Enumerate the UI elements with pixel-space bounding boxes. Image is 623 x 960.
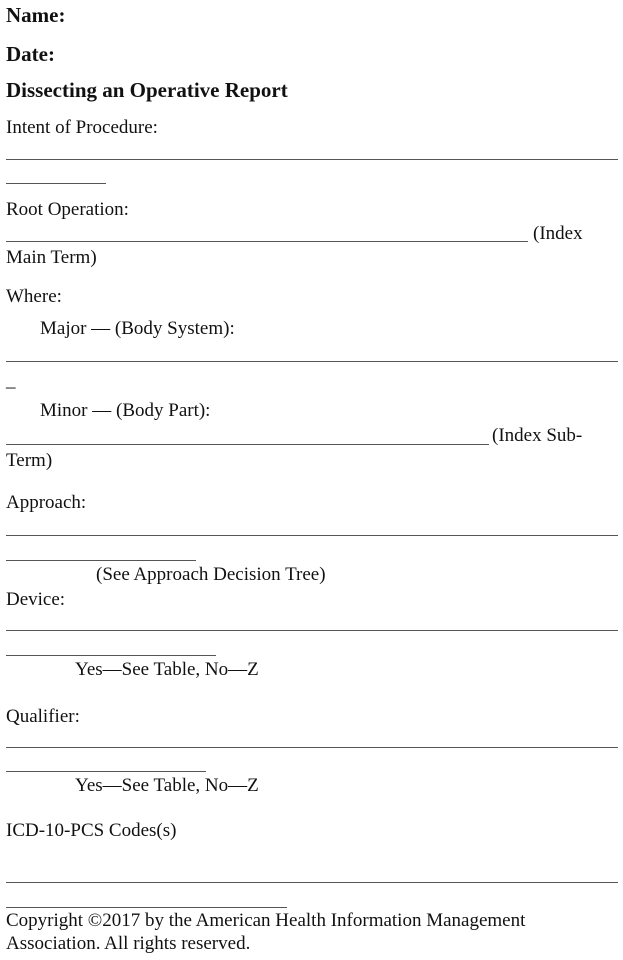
date-label: Date: <box>6 42 55 66</box>
minor-label: Minor — (Body Part): <box>40 400 211 421</box>
device-line-1[interactable] <box>6 630 618 632</box>
page-title: Dissecting an Operative Report <box>6 78 288 102</box>
root-operation-suffix-2: Main Term) <box>6 247 97 268</box>
major-trailing: _ <box>6 370 16 391</box>
codes-label: ICD-10-PCS Codes(s) <box>6 820 177 841</box>
intent-line-1[interactable] <box>6 159 618 161</box>
qualifier-label: Qualifier: <box>6 706 80 727</box>
approach-line-2[interactable] <box>6 560 196 562</box>
root-operation-suffix: (Index <box>533 223 583 244</box>
approach-label: Approach: <box>6 492 87 513</box>
minor-suffix-2: Term) <box>6 450 53 471</box>
root-operation-label: Root Operation: <box>6 199 129 220</box>
qualifier-note: Yes—See Table, No—Z <box>75 775 259 796</box>
device-line-2[interactable] <box>6 655 216 657</box>
device-label: Device: <box>6 589 66 610</box>
qualifier-line-1[interactable] <box>6 747 618 749</box>
name-label: Name: <box>6 3 66 27</box>
copyright-line-1: Copyright ©2017 by the American Health Information Management <box>6 910 526 931</box>
approach-line-1[interactable] <box>6 535 618 537</box>
major-label: Major — (Body System): <box>40 318 235 339</box>
where-label: Where: <box>6 286 62 307</box>
major-line[interactable] <box>6 361 618 363</box>
approach-note: (See Approach Decision Tree) <box>96 564 326 585</box>
copyright-line-2: Association. All rights reserved. <box>6 933 251 954</box>
minor-line[interactable] <box>6 444 489 446</box>
intent-label: Intent of Procedure: <box>6 117 158 138</box>
intent-line-2[interactable] <box>6 183 106 185</box>
codes-line-2[interactable] <box>6 907 287 909</box>
codes-line-1[interactable] <box>6 882 618 884</box>
minor-suffix: (Index Sub- <box>492 425 583 446</box>
root-operation-line[interactable] <box>6 241 528 243</box>
device-note: Yes—See Table, No—Z <box>75 659 259 680</box>
qualifier-line-2[interactable] <box>6 771 206 773</box>
